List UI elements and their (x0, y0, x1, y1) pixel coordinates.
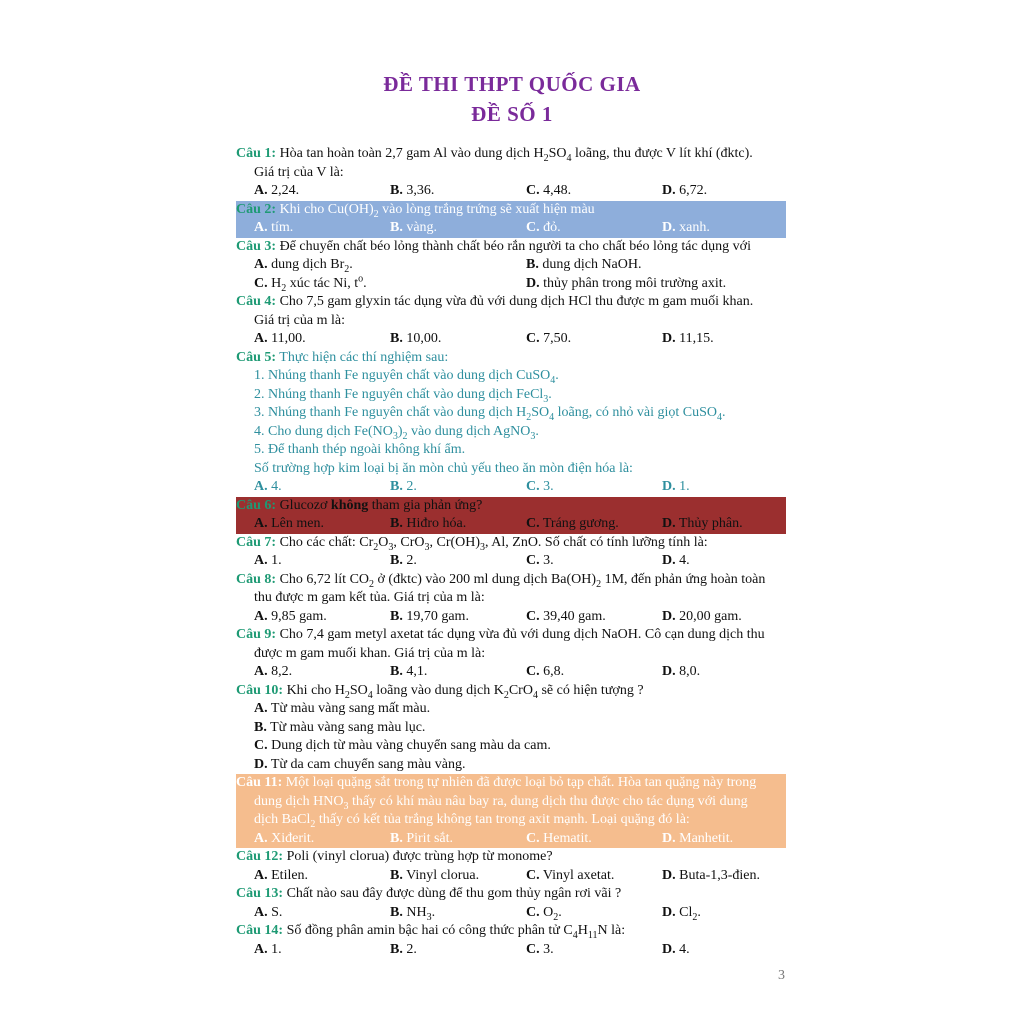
question-stem (236, 682, 786, 701)
option-b: B. 3,36. (390, 183, 435, 198)
question-stem (236, 885, 786, 904)
option-d: D. 20,00 gam. (662, 608, 742, 624)
option-d: D. 1. (662, 479, 690, 494)
question-text: Cho các chất: $Cr_2O_3$, CrO$_3$, $Cr(OH)_3$, Al, ZnO. Số chất có tính lưỡng tính là: (276, 534, 708, 553)
question-2 (236, 201, 786, 238)
option-d: D. $Cl_2$. (662, 904, 701, 923)
option-d: D. 4. (662, 941, 690, 957)
option-b: B. 10,00. (390, 331, 442, 346)
option-row (236, 941, 786, 960)
option-b: B. Vinyl clorua. (390, 867, 480, 883)
question-10 (236, 682, 786, 775)
question-label: Câu 6: (236, 497, 277, 513)
question-8 (236, 571, 786, 627)
option-d: D. Buta-1,3-đien. (662, 867, 760, 883)
question-14 (236, 922, 786, 959)
option-a: A. 2,24. (254, 183, 300, 198)
question-stem (236, 349, 786, 368)
question-4 (236, 293, 786, 349)
option-a: A. dung dịch $Br_2$. (254, 257, 353, 275)
question-text: Số đồng phân amin bậc hai có công thức phân tử $C_4H_{11}N$ là: (283, 923, 626, 941)
question-label: Câu 13: (236, 886, 284, 901)
page-number: 3 (778, 968, 785, 983)
option-row (236, 756, 786, 775)
question-stem (236, 774, 786, 793)
option-c: C. 3. (526, 479, 554, 494)
option-row (236, 867, 786, 886)
question-stem (236, 293, 786, 312)
question-label: Câu 8: (236, 571, 277, 587)
option-b: B. Pirit sắt. (390, 830, 454, 846)
option-a: A. S. (254, 904, 283, 920)
question-list (236, 145, 786, 959)
question-text-line: thu được m gam kết tủa. Giá trị của m là: (254, 590, 485, 605)
option-row (236, 256, 786, 275)
question-text: Hòa tan hoàn toàn 2,7 gam Al vào dung dịch $H_2SO_4$ loãng, thu được V lít khí (đktc). (276, 146, 753, 164)
question-label: Câu 7: (236, 534, 277, 550)
question-stem (236, 238, 786, 257)
question-stem (236, 534, 786, 553)
option-row (236, 830, 786, 849)
option-row (236, 719, 786, 738)
question-label: Câu 12: (236, 849, 284, 864)
option-c: C. 7,50. (526, 331, 572, 346)
option-d: D. 11,15. (662, 331, 714, 346)
question-stem (236, 497, 786, 516)
question-text-line: dịch BaCl$_2$ thấy có kết tủa trắng không tan trong axit mạnh. Loại quặng đó là: (254, 812, 690, 830)
option-b: B. vàng. (390, 220, 438, 235)
question-3 (236, 238, 786, 294)
option-c: C. 6,8. (526, 664, 565, 679)
question-stem (236, 145, 786, 164)
question-text: Để chuyển chất béo lỏng thành chất béo rắn người ta cho chất béo lỏng tác dụng với (276, 238, 751, 254)
option-row (236, 219, 786, 238)
question-1 (236, 145, 786, 201)
option-b: B. 2. (390, 553, 417, 568)
option-d: D. 4. (662, 553, 690, 568)
question-text: Cho 7,4 gam metyl axetat tác dụng vừa đủ với dung dịch NaOH. Cô cạn dung dịch thu (276, 627, 765, 642)
option-c: C. Tráng gương. (526, 516, 619, 531)
option-c: C. Vinyl axetat. (526, 867, 615, 883)
question-text: Cho 6,72 lít $CO_2$ ở (đktc) vào 200 ml dung dịch $Ba(OH)_2$ 1M, đến phản ứng hoàn toàn (276, 571, 766, 590)
question-text-line: Số trường hợp kim loại bị ăn mòn chủ yếu theo ăn mòn điện hóa là: (254, 460, 633, 476)
question-label: Câu 4: (236, 294, 277, 309)
question-label: Câu 1: (236, 146, 277, 161)
option-c: C. 4,48. (526, 183, 572, 198)
question-stem (236, 922, 786, 941)
question-13 (236, 885, 786, 922)
question-label: Câu 3: (236, 238, 277, 254)
option-d: D. Thủy phân. (662, 516, 743, 531)
exam-subtitle: ĐỀ SỐ 1 (471, 102, 553, 126)
option-c: C. $O_2$. (526, 904, 562, 923)
option-b: B. dung dịch NaOH. (526, 257, 642, 272)
option-d: D. xanh. (662, 220, 710, 235)
option-d: D. Manhetit. (662, 830, 734, 846)
question-text-line: 2. Nhúng thanh Fe nguyên chất vào dung dịch FeCl$_3$. (254, 386, 552, 405)
question-stem (236, 201, 786, 220)
option-row (236, 272, 786, 294)
question-text-line: Giá trị của V là: (254, 164, 344, 180)
question-label: Câu 9: (236, 627, 277, 642)
question-label: Câu 14: (236, 923, 284, 938)
option-row (236, 608, 786, 627)
question-label: Câu 10: (236, 682, 284, 698)
question-6 (236, 497, 786, 534)
option-a: A. Từ màu vàng sang mất màu. (254, 701, 431, 716)
question-text: Thực hiện các thí nghiệm sau: (276, 349, 449, 365)
option-row (236, 182, 786, 201)
question-stem (236, 848, 786, 867)
option-c: C. 3. (526, 941, 554, 957)
option-c: C. 39,40 gam. (526, 608, 606, 624)
question-text-line: được m gam muối khan. Giá trị của m là: (254, 645, 486, 661)
question-text: Khi cho $Cu(OH)_2$ vào lòng trắng trứng sẽ xuất hiện màu (276, 201, 595, 220)
option-a: A. 4. (254, 479, 282, 494)
option-a: A. Lên men. (254, 516, 324, 531)
option-b: B. 2. (390, 479, 417, 494)
option-a: A. tím. (254, 220, 294, 235)
option-a: A. Xiđerit. (254, 830, 315, 846)
question-text-line: 1. Nhúng thanh Fe nguyên chất vào dung dịch CuSO$_4$. (254, 368, 559, 386)
option-row (236, 700, 786, 719)
question-9 (236, 626, 786, 682)
option-c: C. Dung dịch từ màu vàng chuyển sang màu da cam. (254, 738, 551, 753)
question-text-line: Giá trị của m là: (254, 312, 345, 328)
question-text: Cho 7,5 gam glyxin tác dụng vừa đủ với dung dịch HCl thu được m gam muối khan. (276, 294, 754, 309)
question-text-line: 4. Cho dung dịch $Fe(NO_3)_2$ vào dung dịch AgNO$_3$. (254, 423, 539, 442)
question-12 (236, 848, 786, 885)
question-text: Khi cho $H_2SO_4$ loãng vào dung dịch $K_2CrO_4$ sẽ có hiện tượng ? (283, 682, 644, 701)
option-b: B. Hiđro hóa. (390, 516, 467, 531)
option-row (236, 515, 786, 534)
option-a: A. Etilen. (254, 867, 309, 883)
question-text: Một loại quặng sắt trong tự nhiên đã được loại bỏ tạp chất. Hòa tan quặng này trong (282, 775, 757, 790)
question-text-line: 3. Nhúng thanh Fe nguyên chất vào dung dịch $H_2SO_4$ loãng, có nhỏ vài giọt CuSO$_4$. (254, 405, 726, 423)
question-7 (236, 534, 786, 571)
question-text: Poli (vinyl clorua) được trùng hợp từ monome? (283, 849, 553, 864)
option-d: D. 8,0. (662, 664, 701, 679)
question-text: Chất nào sau đây được dùng để thu gom thủy ngân rơi vãi ? (283, 886, 622, 901)
question-label: Câu 11: (236, 775, 283, 790)
option-b: B. 2. (390, 941, 417, 957)
question-11 (236, 774, 786, 848)
option-b: B. $NH_3$. (390, 904, 436, 923)
option-d: D. 6,72. (662, 183, 708, 198)
option-row (236, 330, 786, 349)
option-b: B. 19,70 gam. (390, 608, 469, 624)
option-c: C. $H_2$ xúc tác Ni, $t^o$. (254, 272, 367, 294)
question-text: Glucozơ không tham gia phản ứng? (276, 497, 483, 513)
question-text-line: dung dịch $HNO_3$ thấy có khí màu nâu bay ra, dung dịch thu được cho tác dụng với dung (254, 793, 748, 812)
option-b: B. Từ màu vàng sang màu lục. (254, 719, 426, 735)
option-b: B. 4,1. (390, 664, 428, 679)
option-c: C. đỏ. (526, 220, 561, 235)
question-stem (236, 626, 786, 645)
option-a: A. 9,85 gam. (254, 608, 327, 624)
option-a: A. 8,2. (254, 664, 293, 679)
option-c: C. Hematit. (526, 830, 592, 846)
option-a: A. 11,00. (254, 331, 306, 346)
option-row (236, 478, 786, 497)
question-label: Câu 2: (236, 201, 277, 217)
option-row (236, 552, 786, 571)
option-c: C. 3. (526, 553, 554, 568)
option-d: D. Từ da cam chuyển sang màu vàng. (254, 756, 466, 772)
exam-title: ĐỀ THI THPT QUỐC GIA (383, 72, 641, 96)
option-row (236, 663, 786, 682)
option-row (236, 904, 786, 923)
question-5 (236, 349, 786, 497)
option-row (236, 737, 786, 756)
option-d: D. thủy phân trong môi trường axit. (526, 275, 727, 291)
question-text-line: 5. Để thanh thép ngoài không khí ẩm. (254, 442, 466, 457)
question-stem (236, 571, 786, 590)
option-a: A. 1. (254, 941, 282, 957)
question-label: Câu 5: (236, 349, 277, 365)
option-a: A. 1. (254, 553, 282, 568)
